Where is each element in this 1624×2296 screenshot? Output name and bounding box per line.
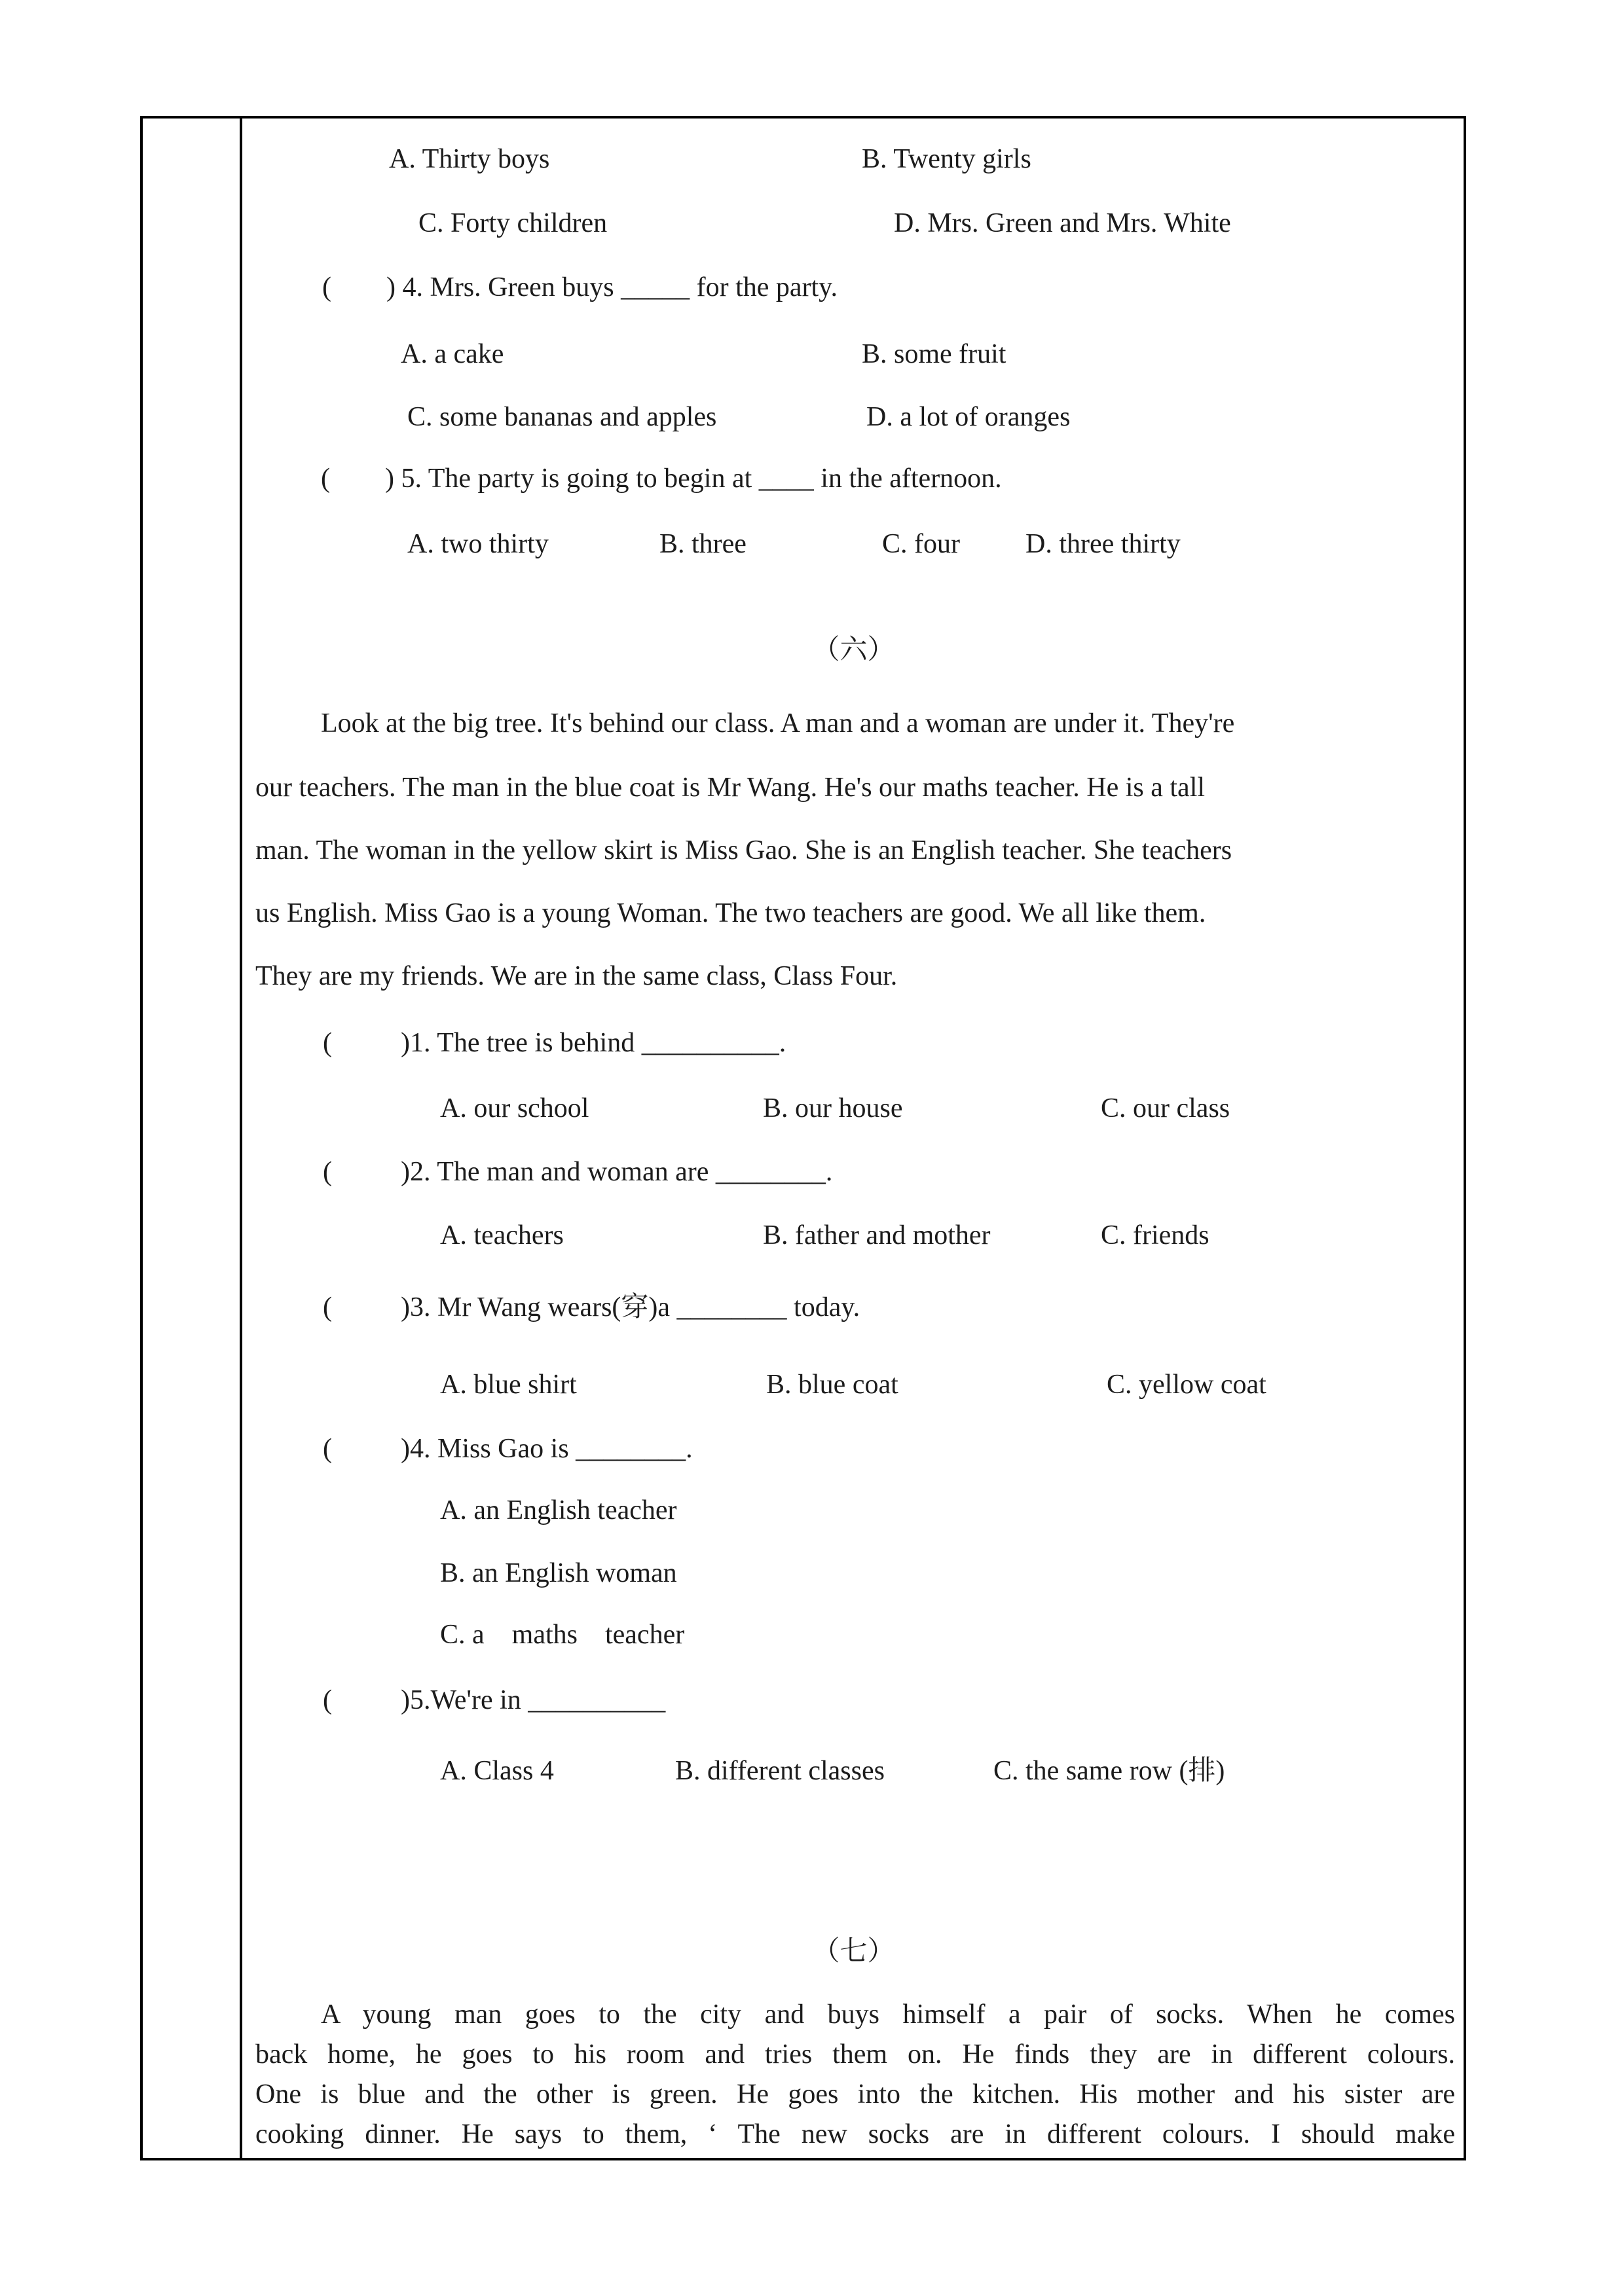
prev-question-5: ( ) 5. The party is going to begin at ____ in the afternoon. xyxy=(321,464,1002,494)
section6-question-2: ( )2. The man and woman are ________. xyxy=(323,1157,833,1187)
worksheet-table-border xyxy=(140,116,1466,2160)
section7-heading: （七） xyxy=(812,1937,895,1967)
section6-passage-line-4: us English. Miss Gao is a young Woman. The two teachers are good. We all like them. xyxy=(255,898,1206,928)
section6-q5-option-c: C. the same row (排) xyxy=(993,1756,1225,1786)
section6-q2-option-b: B. father and mother xyxy=(763,1220,991,1250)
section6-q4-option-c: C. a maths teacher xyxy=(440,1620,685,1650)
section6-q5-option-b: B. different classes xyxy=(675,1756,885,1786)
section6-q1-option-a: A. our school xyxy=(440,1093,589,1123)
section6-q2-option-c: C. friends xyxy=(1101,1220,1209,1250)
section6-passage-line-5: They are my friends. We are in the same class, Class Four. xyxy=(255,961,898,991)
prev-q5-option-b: B. three xyxy=(659,529,747,559)
prev-q3-option-a: A. Thirty boys xyxy=(389,144,550,174)
section6-question-3: ( )3. Mr Wang wears(穿)a ________ today. xyxy=(323,1292,860,1322)
prev-question-4: ( ) 4. Mrs. Green buys _____ for the party. xyxy=(322,272,838,302)
prev-q3-option-c: C. Forty children xyxy=(418,208,608,238)
prev-q5-option-d: D. three thirty xyxy=(1025,529,1181,559)
section6-heading: （六） xyxy=(812,635,895,665)
section6-q1-option-b: B. our house xyxy=(763,1093,903,1123)
prev-q3-option-b: B. Twenty girls xyxy=(862,144,1031,174)
section7-passage-line-4: cooking dinner. He says to them, ‘ The new socks are in different colours. I should make xyxy=(255,2119,1455,2149)
prev-q4-option-d: D. a lot of oranges xyxy=(866,402,1071,432)
section6-q2-option-a: A. teachers xyxy=(440,1220,564,1250)
section6-passage-line-2: our teachers. The man in the blue coat is Mr Wang. He's our maths teacher. He is a tall xyxy=(255,773,1206,803)
section6-q5-option-a: A. Class 4 xyxy=(440,1756,554,1786)
prev-q3-option-d: D. Mrs. Green and Mrs. White xyxy=(894,208,1231,238)
section7-passage-line-1: A young man goes to the city and buys himself a pair of socks. When he comes xyxy=(321,1999,1455,2030)
section6-passage-line-3: man. The woman in the yellow skirt is Miss Gao. She is an English teacher. She teachers xyxy=(255,835,1232,866)
section6-q4-option-a: A. an English teacher xyxy=(440,1495,677,1525)
section6-question-5: ( )5.We're in __________ xyxy=(323,1685,666,1715)
table-column-divider xyxy=(240,116,242,2160)
section7-passage-line-3: One is blue and the other is green. He goes into the kitchen. His mother and his sister are xyxy=(255,2079,1455,2109)
section6-q3-option-b: B. blue coat xyxy=(766,1370,898,1400)
section6-q4-option-b: B. an English woman xyxy=(440,1558,677,1588)
section6-q3-option-c: C. yellow coat xyxy=(1107,1370,1266,1400)
prev-q4-option-c: C. some bananas and apples xyxy=(407,402,717,432)
prev-q5-option-c: C. four xyxy=(882,529,960,559)
section6-q3-option-a: A. blue shirt xyxy=(440,1370,577,1400)
prev-q4-option-a: A. a cake xyxy=(401,339,504,369)
section7-passage-line-2: back home, he goes to his room and tries them on. He finds they are in different colours. xyxy=(255,2039,1455,2069)
section6-q1-option-c: C. our class xyxy=(1101,1093,1230,1123)
section6-question-1: ( )1. The tree is behind __________. xyxy=(323,1028,786,1058)
prev-q5-option-a: A. two thirty xyxy=(407,529,549,559)
section6-passage-line-1: Look at the big tree. It's behind our class. A man and a woman are under it. They're xyxy=(321,708,1235,738)
prev-q4-option-b: B. some fruit xyxy=(862,339,1006,369)
section6-question-4: ( )4. Miss Gao is ________. xyxy=(323,1434,693,1464)
